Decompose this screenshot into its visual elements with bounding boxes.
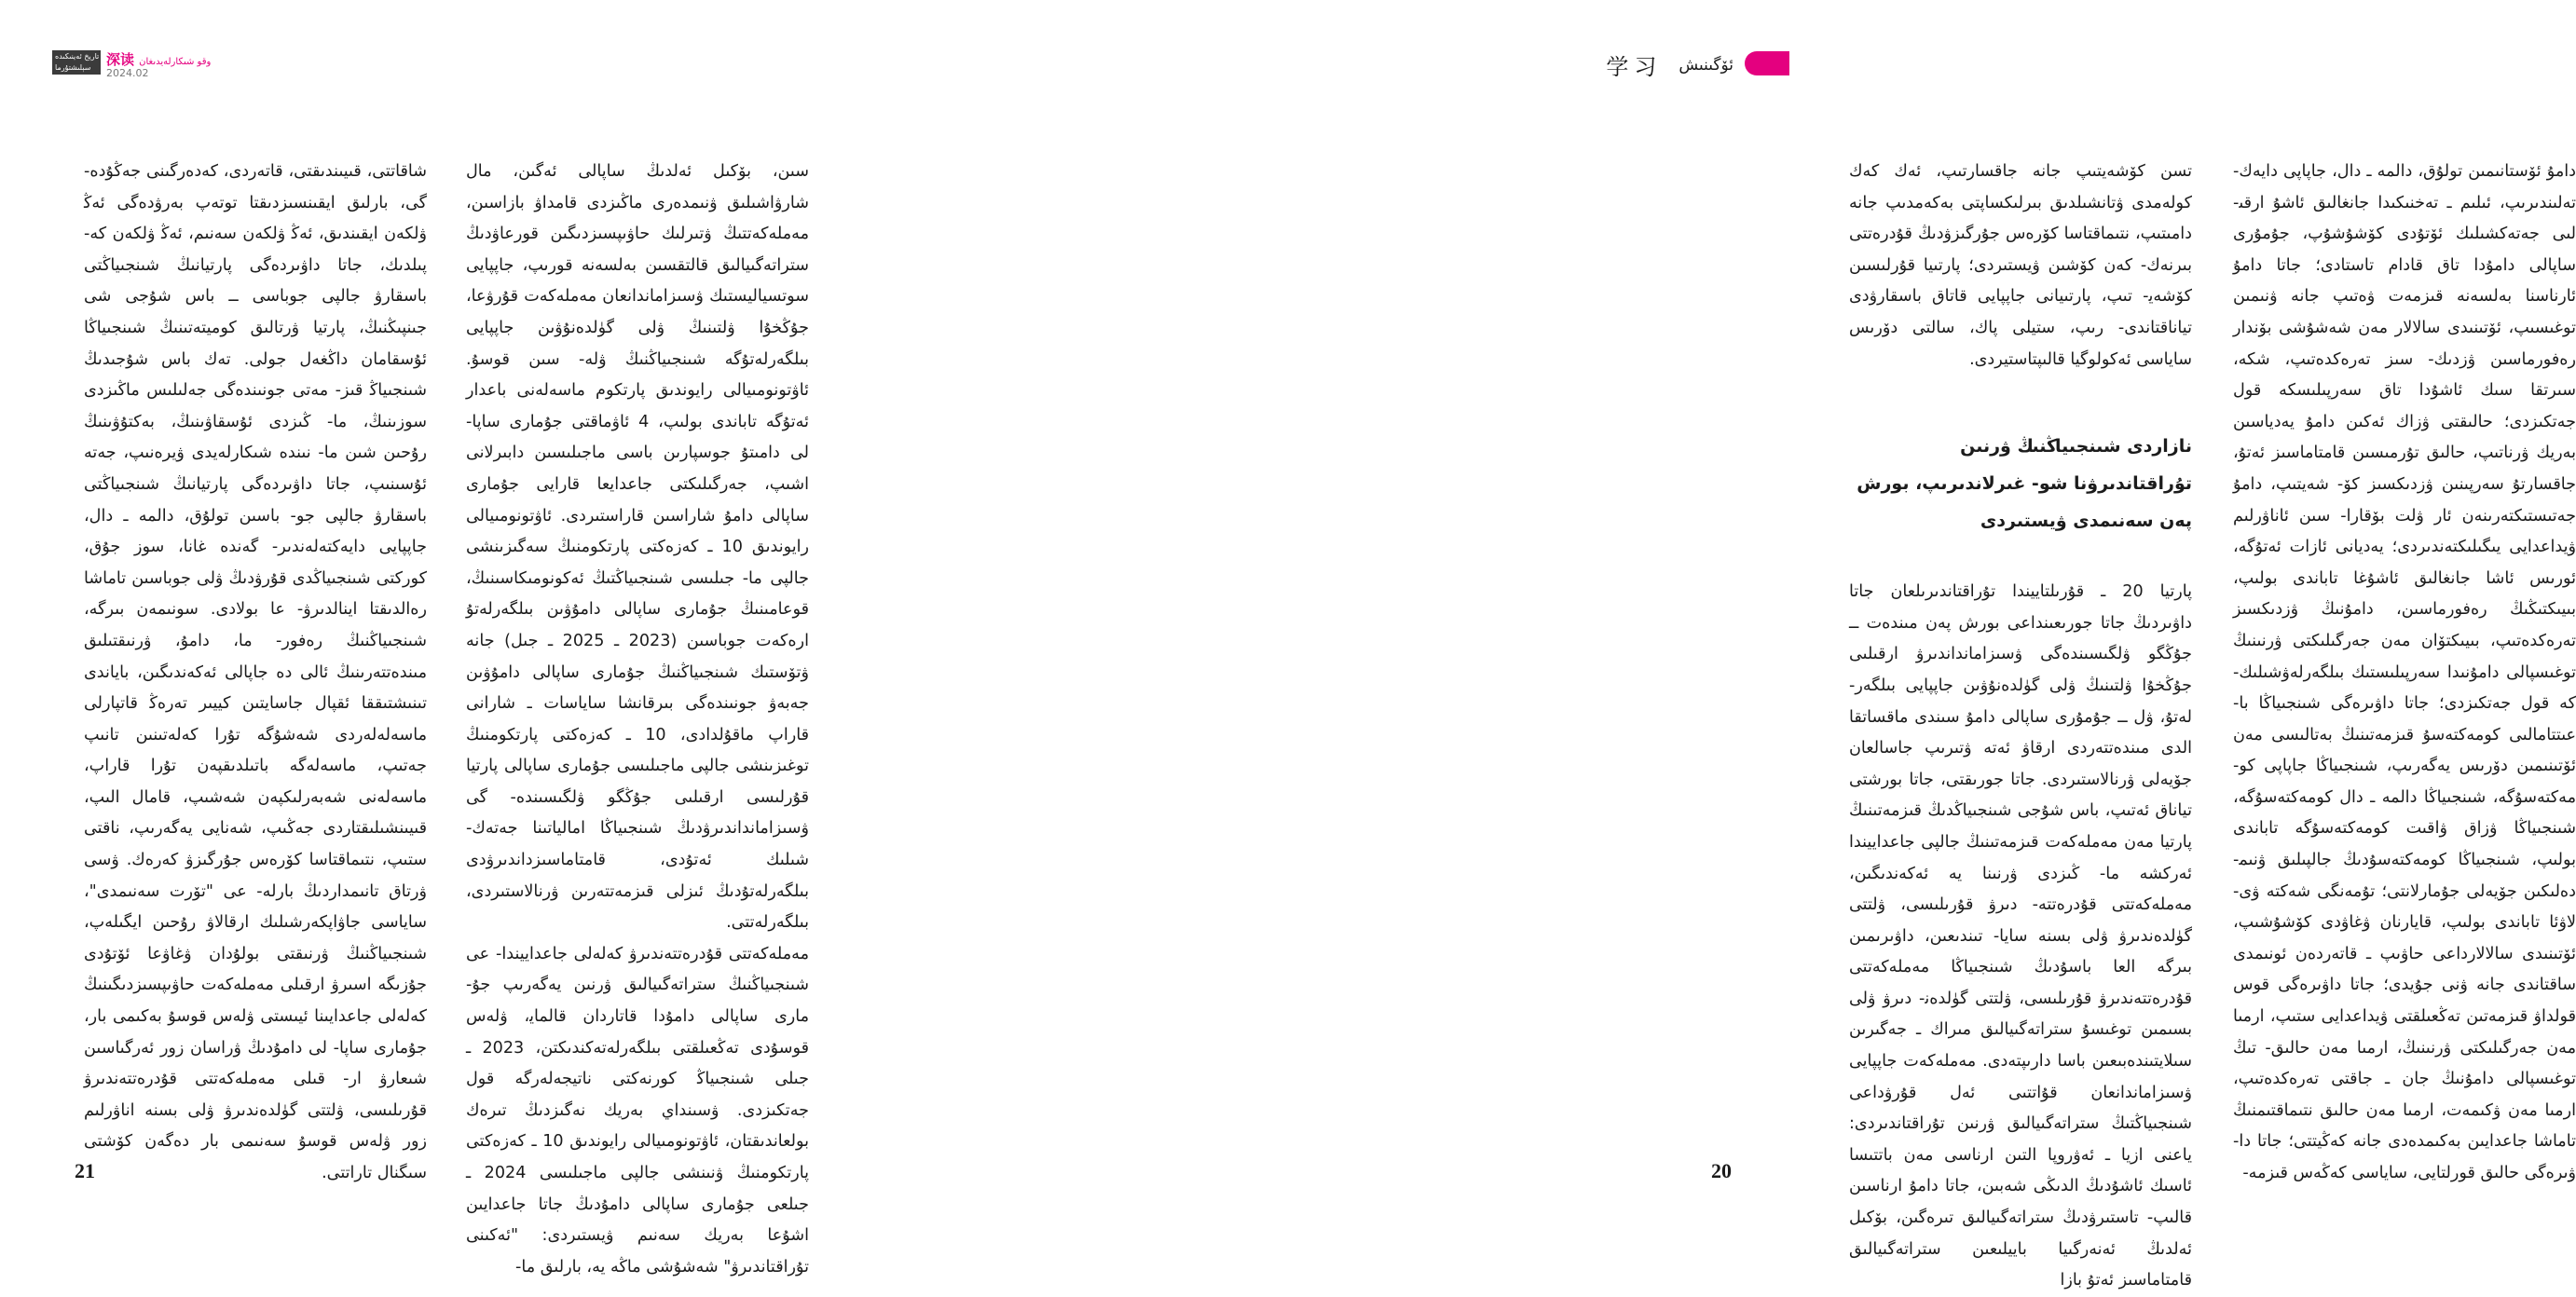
section-header — [1606, 48, 1733, 81]
right-page — [895, 0, 2576, 1290]
paragraph: ﭘﺎﺭﺗﻴﺎ 20 ـ ﻗﯘﺭﯨﻠﺘﺎﻳﻴﻨﺪﺍ ﺗﯘﺭﺍﻗﺘﺎﻧﺪﯨﺮﯨﻠﻌﺎﻥ ﺟﺎﺗﺎ ﺩﺍﯞﯨﺮﺩﯨﯔ ﺟﺎﺗﺎ ﺟﻮﺭﯨﻌﯩﻨﺪﺍﻋﻰ ﺑﻮﺭﺵ ﭘﻪﻥ ﻣﯩﻨﺪﻩﺕ ــ ﺟﯘﯕﮕﻮ ﯞﻟﮕﯩﺴﯩﻨﺪﻩﮔﻰ ﯞﺳﯩﺰﺍﻣﺎﻧﺪﺍﻧﺪﯨﺮﯞ ﺍﺭﻗﯩﻠﯩﻰ ﺟﯘﯕﺨﯘﺍ ﯞﻟﺘﯩﻨﯩﯔ ﯞﻟﻰ ﮔﯜﻟﺪﻩﻧﯘﯞﯨﻦ ﺟﺎﭘﭙﺎﻳﻰ ﺑﯩﻠﮕﻪﺭ- ﻟﻪﺗﯘ، ﯞﻝ ــ ﺟﯘﻣﯘﺭﻯ ﺳﺎﭘﺎﻟﻰ ﺩﺍﻣﯘ ﺳﯩﻨﺪﻯ ﻣﺎﻗﺴﺎﺗﻘﺎ ﺍﻟﺪﻯ ﻣﯩﻨﺪﻩﺗﺘﻪﺭﺩﻯ ﺍﺭﻗﺎﯞ ﺋﻪﺗﻪ ﯞﺗﯩﺮﯨﭗ ﺟﺎﺳﺎﻟﻌﺎﻥ ﺟﯚﻳﻪﻟﻰ ﯞﺭﻧﺎﻟﺎﺳﺘﯩﺮﺩﻯ. ﺟﺎﺗﺎ ﺟﻮﺭﯨﻘﺘﻰ، ﺟﺎﺗﺎ ﺑﻮﺭﺷﺘﻰ ﺗﻴﺎﻧﺎﻕ ﺋﻪﺗﯩﭗ، ﺑﺎﺱ ﺷﯘﺟﻰ ﺷﯩﻨﺠﯩﻴﺎﯕﺪﯨﯔ ﻗﯩﺰﻣﻪﺗﯩﻨﯩﯔ ﭘﺎﺭﺗﻴﺎ ﻣﻪﻥ ﻣﻪﻣﻠﻪﻛﻪﺕ ﻗﯩﺰﻣﻪﺗﯩﻨﯩﯔ ﺟﺎﻟﭙﻰ ﺟﺎﻋﺪﺍﻳﻴﻨﺪﺍ ﺋﻪﺭﻛﺸﻪ ﻣﺎ- ﯕﯩﺰﺩﻯ ﯞﺭﻧﯩﻨﺎ ﻳﻪ ﺋﻪﻛﻪﻧﺪﯨﮕﯩﻦ، ﻣﻪﻣﻠﻪﻛﻪﺗﺘﻰ ﻗﯘﺩﺭﻩﺗﺘﻪ- ﺩﯨﺮﯞ ﻗﯘﺭﯨﻠﯩﺴﻰ، ﯞﻟﺘﺘﻰ ﮔﯜﻟﺪﻩﻧﺪﯨﺮﯞ ﯞﻟﻰ ﺑﺴﻨﻪ ﺳﺎﻳﺎ- ﺗﯩﻨﺪﯨﻌﯩﻦ، ﺩﺍﯞﯨﺮﯨﻤﯩﻦ ﺑﯩﺮﮔﻪ ﺍﻟﻌﺎ ﺑﺎﺳﯘﺩﯨﯔ ﺷﯩﻨﺠﯩﻴﺎﯕﺎ ﻣﻪﻣﻠﻪﻛﻪﺗﺘﻰ ﻗﯘﺩﺭﻩﺗﺘﻪﻧﺪﯨﺮﯞ ﻗﯘﺭﯨﻠﯩﺴﻰ، ﯞﻟﺘﺘﻰ ﮔﯜﻟﺪﻩﻧ- ﺩﯨﺮﯞ ﯞﻟﻰ ﺑﺴﯩﻤﯩﻦ ﺗﻮﻏﯩﺴﯘ ﺳﺘﺮﺍﺗﻪﮔﯩﻴﺎﻟﯩﻖ ﻣﯩﺮﺍﻙ ـ ﺟﻪﮔﯩﺮﯨﻦ ﺳﯩﻠﺎﻳﺘﯩﻨﺪﻩﺑﯩﻌﯩﻦ ﺑﺎﺳﺎ ﺩﺍﺭﯨﭙﺘﻪﺩﻯ. ﻣﻪﻣﻠﻪﻛﻪﺕ ﺟﺎﭘﭙﺎﻳﻰ ﯞﺳﯩﺰﺍﻣﺎﻧﺪﺍﻧﻌﺎﻥ ﻗﯘﺍﺗﺘﯩﻰ ﺋﻪﻝ ﻗﯘﺭﯞﺩﺍﻋﻰ ﺷﯩﻨﺠﯩﻴﺎﯕﺘﯩﯔ ﺳﺘﺮﺍﺗﻪﮔﯩﻴﺎﻟﯩﻖ ﯞﺭﻧﯩﻦ ﺗﯘﺭﺍﻗﺘﺎﻧﺪﯨﺮﺩﻯ: ﻳﺎﻋﻨﻰ ﺍﺯﻳﺎ ـ ﺋﻪﯞﺭﻭﭘﺎ ﺍﻟﺘﯩﻦ ﺍﺭﻧﺎﺳﻰ ﻣﻪﻥ ﺑﺎﺗﺘﯩﺴﺎ ﺋﺎﺳﯩﻚ ﺋﺎﺷﯘﺩﯨﯔ ﺍﻟﺪﯨﯖﻰ ﺷﻪﺑﯩﻦ، ﺟﺎﺗﺎ ﺩﺍﻣﯘ ﺍﺭﻧﺎﺳﯩﻦ ﻗﺎﻟﯩﭗ- ﺗﺎﺳﺘﯩﺮﯞﺩﯨﯔ ﺳﺘﺮﺍﺗﻪﮔﯩﻴﺎﻟﯩﻖ ﺗﯩﺮﻩﮔﯩﻦ، ﺑﯚﻛﯩﻞ ﺋﻪﻟﺪﯨﯔ ﺋﻪﻧﻪﺭﮔﯩﻴﺎ ﺑﺎﻳﻴﻠﯩﻌﯩﻦ ﺳﺘﺮﺍﺗﻪﮔﯩﻴﺎﻟﯩﻖ ﻗﺎﻣﺘﺎﻣﺎﺳﯩﺰ ﺋﻪﺗﯘ ﺑﺎﺯﺍ — [1849, 582, 2192, 1290]
brand-ug: ﻭﻗﻮ ﺷﯩﻜﺎﺭﻟﻪﻳﺪﯨﻐﺎﻥ — [139, 57, 212, 67]
left-page — [0, 0, 895, 1277]
paragraph: ﺗﺴﻦ ﻛﯚﺷﻪﻳﺘﯩﭗ ﺟﺎﻧﻪ ﺟﺎﻗﺴﺎﺭﺗﯩﭗ، ﺋﻪﻙ ﻛﻪﻙ ﻛﻮﻟﻪﻣﺪﻯ ﯞﺗﺎﻧﺸﯩﻠﺪﯨﻖ ﺑﯩﺮﻟﯩﻜﺴﺎﭘﺘﻰ ﺑﻪﻛﻪﻣﺪﯨﭗ ﺟﺎﻧﻪ ﺩﺍﻣﯩﺘﯩﭗ، ﻧﺘﯩﻤﺎﻗﺘﺎﺳﺎ ﻛﯚﺭﻩﺱ ﺟﯘﺭﮔﯩﺰﯞﺩﯨﯔ ﻗﯘﺩﺭﻩﺗﺘﻰ ﺑﯩﺮﻧﻪﻙ- ﻛﻪﻥ ﻛﯚﺷﯩﻦ ﯞﻳﺴﺘﯩﺮﺩﻯ؛ ﭘﺎﺭﺗﯩﻴﺎ ﻗﯘﺭﻟﯩﺴﯩﻦ ﻛﯚﺷﻪﻳ- ﺗﯩﭗ، ﭘﺎﺭﺗﯩﻴﺎﻧﻰ ﺟﺎﭘﭙﺎﻳﻰ ﻗﺎﺗﺎﻕ ﺑﺎﺳﻘﺎﺭﯞﺩﻯ ﺗﻴﺎﻧﺎﻗﺘﺎﻧﺪﻯ- ﺭﯨﭗ، ﺳﺘﻴﻠﻰ ﭘﺎﻙ، ﺳﺎﻟﺘﻰ ﺩﯙﺭﯨﺲ ﺳﺎﻳﺎﺳﻰ ﺋﻪﻛﻮﻟﻮﮔﻴﺎ ﻗﺎﻟﯩﭙﺘﺎﺳﺘﻴﺮﺩﻯ. — [1849, 162, 2192, 369]
paragraph: ﺷﺎﻗﺎﺗﺘﻰ، ﻗﯩﻴﯩﻨﺪﯨﻘﺘﻰ، ﻗﺎﺗﻪﺭﺩﻯ، ﻛﻪﺩﻩﺭﮔﯩﻨﻰ ﺟﻪﯕﯘﺩﻩ- ﮔﻰ، ﺑﺎﺭﻟﯩﻖ ﺍﻳﻘﯩﻨﺴﯩﺰﺩﯨﻘﺘﺎ ﺗﻮﺗﻪﭖ ﺑﻪﺭﯞﺩﻩﮔﻰ ﺋﻪﯕ ﯞﻟﻜﻪﻥ ﺍﻳﻘﯩﻨﺪﯨﻖ، ﺋﻪﯕ ﯞﻟﻜﻪﻥ ﺳﻪﻧﯩﻢ، ﺋﻪﯕ ﯞﻟﻜﻪﻥ ﻛﻪ- ﭘﯩﻠﺪﯨﻚ، ﺟﺎﺗﺎ ﺩﺍﯞﯨﺮﺩﻩﮔﻰ ﭘﺎﺭﺗﻴﺎﻧﯩﯔ ﺷﯩﻨﺠﯩﻴﺎﯕﺘﻰ ﺑﺎﺳﻘﺎﺭﯞ ﺟﺎﻟﭙﻰ ﺟﻮﺑﺎﺳﻰ ــ ﺑﺎﺱ ﺷﯘﺟﻰ ﺷﻰ ﺟﯩﻨﭙﯩﯖﻨﯩﯔ، ﭘﺎﺭﺗﻴﺎ ﯞﺭﺗﺎﻟﯩﻖ ﻛﻮﻣﻴﺘﻪﺗﯩﻨﯩﯔ ﺷﯩﻨﺠﯩﻴﺎﯕﺎ ﺋﯘﺳﻘﺎﻣﺎﻥ ﺩﺍﯕﻐﻪﻝ ﺟﻮﻟﻰ. ﺗﻪﻙ ﺑﺎﺱ ﺷﯘﺟﯩﺪﯨﯔ ﺷﯩﻨﺠﯩﻴﺎﯕ ﻗﯩﺰ- ﻣﻪﺗﻰ ﺟﻮﻧﯩﻨﺪﻩﮔﻰ ﺟﻪﻟﯩﻠﯩﺲ ﻣﺎﯕﯩﺰﺩﻯ ﺳﻮﺯﯨﻨﯩﯔ، ﻣﺎ- ﯕﯩﺰﺩﻯ ﺋﯘﺳﻘﺎﯞﯨﻨﯩﯔ، ﺑﻪﻛﺘﯘﯞﯨﻨﯩﯔ ﺭﯗﺣﯩﻦ ﺷﯩﻦ ﻣﺎ- ﻧﯩﻨﺪﻩ ﺷﯩﻜﺎﺭﻟﻪﻳﺪﻯ ﯞﻳﺮﻩﻧﯩﭗ، ﺟﻪﺗﻪ ﺋﯘﺳﯩﻨﯩﭗ، ﺟﺎﺗﺎ ﺩﺍﯞﯨﺮﺩﻩﮔﻰ ﭘﺎﺭﺗﻴﺎﻧﯩﯔ ﺷﯩﻨﺠﯩﻴﺎﯕﺘﻰ ﺑﺎﺳﻘﺎﺭﯞ ﺟﺎﻟﭙﻰ ﺟﻮ- ﺑﺎﺳﯩﻦ ﺗﻮﻟﯘﻕ، ﺩﺍﻟﻤﻪ ـ ﺩﺍﻝ، ﺟﺎﭘﭙﺎﻳﻰ ﺩﺍﻳﻪﻛﺘﻪﻟﻪﻧﺪﯨﺮ- ﮔﻪﻧﺪﻩ ﻏﺎﻧﺎ، ﺳﻮﺯ ﺟﯘﻕ، ﻛﻮﺭﻛﺘﻰ ﺷﯩﻨﺠﯩﻴﺎﯕﺪﻯ ﻗﯘﺭﯞﺩﯨﯔ ﯞﻟﻰ ﺟﻮﺑﺎﺳﯩﻦ ﺗﺎﻣﺎﺷﺎ ﺭﻩﺍﻟﺪﯨﻘﺘﺎ ﺍﻳﻨﺎﻟﺪﯨﺮﯞ- ﻋﺎ ﺑﻮﻟﺎﺩﻯ. ﺳﻮﻧﯩﻤﻪﻥ ﺑﯩﺮﮔﻪ، ﺷﯩﻨﺠﯩﻴﺎﯕﻨﯩﯔ ﺭﻩﻓﻮﺭ- ﻣﺎ، ﺩﺍﻣﯘ، ﯞﺭﻧﯩﻘﺘﯩﻠﯩﻖ ﻣﯩﻨﺪﻩﺗﺘﻪﺭﯨﻨﯩﯔ ﺋﺎﻟﻰ ﺩﻩ ﺟﺎﭘﺎﻟﻰ ﺋﻪﻛﻪﻧﺪﯨﮕﯩﻦ، ﺑﺎﻳﺎﻧﺪﻯ ﺗﯩﻨﯩﺸﺘﯩﻘﻘﺎ ﺋﻘﭙﺎﻝ ﺟﺎﺳﺎﻳﺘﯩﻦ ﻛﻴﻴﯩﺮ ﺗﻪﺭﻩﯕ ﻗﺎﺗﭙﺎﺭﻟﻰ ﻣﺎﺳﻪﻟﻪﻟﻪﺭﺩﻯ ﺷﻪﺷﯘﮔﻪ ﺗﯘﺭﺍ ﻛﻪﻟﻪﺗﯩﻨﯩﻦ ﺗﺎﻧﯩﭗ ﺟﻪﺗﯩﭗ، ﻣﺎﺳﻪﻟﻪﮔﻪ ﺑﺎﺗﯩﻠﺪﯨﻘﭙﻪﻥ ﺗﯘﺭﺍ ﻗﺎﺭﺍﭖ، ﻣﺎﺳﻪﻟﻪﻧﻰ ﺷﻪﺑﻪﺭﻟﯩﻜﭙﻪﻥ ﺷﻪﺷﯩﭗ، ﻗﺎﻣﺎﻝ ﺍﻟﯩﭗ، ﻗﯩﻴﯩﻨﺸﯩﻠﯩﻘﺘﺎﺭﺩﻯ ﺟﻪﯕﯩﭗ، ﺷﻪﻧﺎﻳﻰ ﻳﻪﮔﻪﺭﯨﭗ، ﻧﺎﻗﺘﻰ ﺳﺘﯩﭗ، ﻧﺘﯩﻤﺎﻗﺘﺎﺳﺎ ﻛﯚﺭﻩﺱ ﺟﯘﺭﮔﯩﺰﯞ ﻛﻪﺭﻩﻙ. ﯞﺳﻰ ﯞﺭﺗﺎﻕ ﺗﺎﻧﯩﻤﺪﺍﺭﺩﯨﯔ ﺑﺎﺭﻟﻪ- ﻋﻰ "ﺗﯚﺭﺕ ﺳﻪﻧﯩﻤﺪﻯ"، ﺳﺎﻳﺎﺳﻰ ﺟﺎﯞﺍﭘﻜﻪﺭﺷﯩﻠﯩﻚ ﺍﺭﻗﺎﻟﺎﯞ ﺭﯗﺣﯩﻦ ﺍﻳﮕﯩﻠﻪﭖ، ﺷﯩﻨﺠﯩﻴﺎﯕﻨﯩﯔ ﯞﺭﻧﯩﻘﺘﻰ ﺑﻮﻟﯘﺩﺍﻥ ﯞﻏﺎﯞﻋﺎ ﺋﯚﺗﯘﺩﻯ ﺟﯘﺯﯨﮕﻪ ﺍﺳﯩﺮﯞ ﺍﺭﻗﯩﻠﻰ ﻣﻪﻣﻠﻪﻛﻪﺕ ﺣﺎﯞﯨﭙﺴﯩﺰﺩﯨﮕﯩﻨﯩﯔ ﻛﻪﻟﻪﻟﻰ ﺟﺎﻋﺪﺍﻳﯩﻨﺎ ﺋﻴﯩﺴﺘﻰ ﯞﻟﻪﺱ ﻗﻮﺳﯘ ﺑﻪﻛﯩﻤﻰ ﺑﺎﺭ، ﺟﯘﻣﺎﺭﻯ ﺳﺎﭘﺎ- ﻟﻰ ﺩﺍﻣﯘﺩﯨﯔ ﯞﺭﺍﺳﺎﻥ ﺯﻭﺭ ﺋﻪﺭﮔﯩﺎﺳﯩﻦ ﺷﯩﻌﺎﺭﯞ ﺍﺭ- ﻗﯩﻠﻰ ﻣﻪﻣﻠﻪﻛﻪﺗﺘﻰ ﻗﯘﺩﺭﻩﺗﺘﻪﻧﺪﯨﺮﯞ ﻗﯘﺭﯨﻠﯩﺴﻰ، ﯞﻟﺘﺘﻰ ﮔﯜﻟﺪﻩﻧﺪﯨﺮﯞ ﯞﻟﻰ ﺑﺴﻨﻪ ﺍﻧﺎﯞﺭﻟﯩﻢ ﺯﻭﺭ ﯞﻟﻪﺱ ﻗﻮﺳﯘ ﺳﻪﻧﯩﻤﻰ ﺑﺎﺭ ﺩﻩﮔﻪﻥ ﻛﯚﺷﺘﻰ ﺳﯩﮕﻨﺎﻝ ﺗﺎﺭﺍﺗﺘﻰ. — [84, 162, 427, 1182]
magazine-brand-block — [106, 50, 211, 79]
magazine-header — [52, 50, 211, 79]
section-title-ug: ﺋﯚﮔﯩﻨﯩﺶ — [1679, 55, 1733, 75]
issue-date: 2024.02 — [106, 67, 149, 79]
logo-line-1: ﺗﺎﺭﻳﺦ ﺋﻪﻳﻨﯩﻜﯩﺪﻩ — [55, 52, 100, 61]
column-3 — [1849, 157, 2192, 1297]
paragraph: ﺳﯩﻦ، ﺑﯚﻛﯩﻞ ﺋﻪﻟﺪﯨﯔ ﺳﺎﭘﺎﻟﻰ ﺋﻪﮔﯩﻦ، ﻣﺎﻝ ﺷﺎﺭﯞﺍﺷﯩﻠﯩﻖ ﯞﻧﯩﻤﺪﻩﺭﻯ ﻣﺎﯕﯩﺰﺩﻯ ﻗﺎﻣﺪﺍﯞ ﺑﺎﺯﺍﺳﯩﻦ، ﻣﻪﻣﻠﻪﻛﻪﺗﺘﯩﯔ ﯞﺗﯩﺮﻟﯩﻚ ﺣﺎﯞﯨﭙﺴﯩﺰﺩﯨﮕﯩﻦ ﻗﻮﺭﻋﺎﯞﺩﯨﯔ ﺳﺘﺮﺍﺗﻪﮔﯩﻴﺎﻟﯩﻖ ﻗﺎﻟﺘﻘﺴﯩﻦ ﺑﻪﻟﺴﻪﻧﻪ ﻗﻮﺭﯨﭗ، ﺟﺎﭘﭙﺎﻳﻰ ﺳﻮﺗﺴﻴﺎﻟﻴﺴﺘﯩﻚ ﯞﺳﯩﺰﺍﻣﺎﻧﺪﺍﻧﻌﺎﻥ ﻣﻪﻣﻠﻪﻛﻪﺕ ﻗﯘﺭﯞﻋﺎ، ﺟﯘﯕﺨﯘﺍ ﯞﻟﺘﯩﻨﯩﯔ ﯞﻟﻰ ﮔﯜﻟﺪﻩﻧﯘﯞﯨﻦ ﺟﺎﭘﭙﺎﻳﻰ ﺑﯩﻠﮕﻪﺭﻟﻪﺗﯘﮔﻪ ﺷﯩﻨﺠﯩﻴﺎﯕﻨﯩﯔ ﯞﻟﻪ- ﺳﯩﻦ ﻗﻮﺳﯘ. ﺋﺎﯞﺗﻮﻧﻮﻣﯩﻴﺎﻟﻰ ﺭﺍﻳﻮﻧﺪﯨﻖ ﭘﺎﺭﺗﻜﻮﻡ ﻣﺎﺳﻪﻟﻪﻧﻰ ﺑﺎﻋﺪﺍﺭ ﺋﻪﺗﯘﮔﻪ ﺗﺎﺑﺎﻧﺪﻯ ﺑﻮﻟﯩﭗ، 4 ﺋﺎﯞﻣﺎﻗﺘﻰ ﺟﯘﻣﺎﺭﻯ ﺳﺎﭘﺎ- ﻟﻰ ﺩﺍﻣﯩﺘﯘ ﺟﻮﺳﭙﺎﺭﯨﻦ ﺑﺎﺳﻰ ﻣﺎﺟﯩﻠﯩﺴﯩﻦ ﺩﺍﺑﯩﺮﻟﺎﻧﻰ ﺍﺷﯩﭗ، ﺟﻪﺭﮔﯩﻠﯩﻜﺘﻰ ﺟﺎﻋﺪﺍﻳﻌﺎ ﻗﺎﺭﺍﻳﻰ ﺟﯘﻣﺎﺭﻯ ﺳﺎﭘﺎﻟﻰ ﺩﺍﻣﯘ ﺷﺎﺭﺍﺳﯩﻦ ﻗﺎﺭﺍﺳﺘﯩﺮﺩﻯ. ﺋﺎﯞﺗﻮﻧﻮﻣﯩﻴﺎﻟﻰ ﺭﺍﻳﻮﻧﺪﯨﻖ 10 ـ ﻛﻪﺯﻩﻛﺘﻰ ﭘﺎﺭﺗﻜﻮﻣﻨﯩﯔ ﺳﻪﮔﯩﺰﯨﻨﺸﻰ ﺟﺎﻟﭙﻰ ﻣﺎ- ﺟﯩﻠﯩﺴﻰ ﺷﯩﻨﺠﯩﻴﺎﯕﺘﯩﯔ ﺋﻪﻛﻮﻧﻮﻣﯩﻜﺎﺳﯩﻨﯩﯔ، ﻗﻮﻋﺎﻣﯩﻨﯩﯔ ﺟﯘﻣﺎﺭﻯ ﺳﺎﭘﺎﻟﻰ ﺩﺍﻣﯘﯞﯨﻦ ﺑﯩﻠﮕﻪﺭﻟﻪﺗﯘ ﺍﺭﻩﻛﻪﺕ ﺟﻮﺑﺎﺳﯩﻦ (2023 ـ 2025 ـ ﺟﯩﻞ) ﺟﺎﻧﻪ ﯞﺗﯚﺳﺘﯩﻚ ﺷﯩﻨﺠﯩﻴﺎﯕﻨﯩﯔ ﺟﯘﻣﺎﺭﻯ ﺳﺎﭘﺎﻟﻰ ﺩﺍﻣﯘﯞﯨﻦ ﺟﻪﺑﻪﯞ ﺟﻮﻧﯩﻨﺪﻩﮔﻰ ﺑﯩﺮﻗﺎﻧﺸﺎ ﺳﺎﻳﺎﺳﺎﺕ ـ ﺷﺎﺭﺍﻧﻰ ﻗﺎﺭﺍﭖ ﻣﺎﻗﯘﻟﺪﺍﺩﻯ، 10 ـ ﻛﻪﺯﻩﻛﺘﻰ ﭘﺎﺭﺗﻜﻮﻣﻨﯩﯔ ﺗﻮﻏﯩﺰﯨﻨﺸﻰ ﺟﺎﻟﭙﻰ ﻣﺎﺟﯩﻠﯩﺴﻰ ﺟﯘﻣﺎﺭﻯ ﺳﺎﭘﺎﻟﻰ ﭘﺎﺭﺗﻴﺎ ﻗﯘﺭﻟﯩﺴﻰ ﺍﺭﻗﯩﻠﯩﻰ ﺟﯘﯕﮕﻮ ﯞﻟﮕﯩﺴﯩﻨﺪﻩ- ﮔﻰ ﯞﺳﯩﺰﺍﻣﺎﻧﺪﺍﻧﺪﯨﺮﯞﺩﯨﯔ ﺷﯩﻨﺠﯩﻴﺎﯕﺎ ﺍﻣﺎﻟﻴﺎﺗﯩﻨﺎ ﺟﻪﺗﻪﻙ- ﺷﯩﻠﯩﻚ ﺋﻪﺗﯘﺩﻯ، ﻗﺎﻣﺘﺎﻣﺎﺳﯩﺰﺩﺍﻧﺪﯨﺮﯞﺩﻯ ﺑﯩﻠﮕﻪﺭﻟﻪﺗﯘﺩﯨﯔ ﺋﯩﺰﻟﻰ ﻗﯩﺰﻣﻪﺗﺘﻪﺭﯨﻦ ﯞﺭﻧﺎﻟﺎﺳﺘﯩﺮﺩﻯ، ﺑﯩﻠﮕﻪﺭﻟﻪﺗﺘﻰ. — [466, 162, 810, 933]
page-number-left: 21 — [75, 1159, 95, 1182]
subheading: ﻧﺎﺯﺍﺭﺩﻯ ﺷﯩﻨﺠﯩﻴﺎﯕﻨﯩﯔ ﯞﺭﻧﯩﻦ ﺗﯘﺭﺍﻗﺘﺎﻧﺪﯨﺮﯞﻧﺎ ﺷﻮ- ﻏﯩﺮﻟﺎﻧﺪﯨﺮﯨﭗ، ﺑﻮﺭﺵ ﭘﻪﻥ ﺳﻪﻧﯩﻤﺪﻯ ﯞﻳﺴﺘﯩﺮﺩﻯ — [1857, 436, 2192, 532]
paragraph: ﻣﻪﻣﻠﻪﻛﻪﺗﺘﻰ ﻗﯘﺩﺭﻩﺗﺘﻪﻧﺪﯨﺮﯞ ﻛﻪﻟﻪﻟﻰ ﺟﺎﻋﺪﺍﻳﻴﻨﺪﺍ- ﻋﻰ ﺷﯩﻨﺠﯩﻴﺎﯕﻨﯩﯔ ﺳﺘﺮﺍﺗﻪﮔﯩﻴﺎﻟﯩﻖ ﯞﺭﻧﯩﻦ ﻳﻪﮔﻪﺭﯨﭗ ﺟﯘ- ﻣﺎﺭﻯ ﺳﺎﭘﺎﻟﻰ ﺩﺍﻣﯘﺩﺍ ﻗﺎﺗﺎﺭﺩﺍﻥ ﻗﺎﻟﻤﺎﻳ، ﯞﻟﻪﺱ ﻗﻮﺳﯘﺩﻯ ﺗﻪﯕﻌﯩﻠﻘﺘﻰ ﺑﯩﻠﮕﻪﺭﻟﻪﺗﻪﻛﻨﺪﯨﻜﺘﻦ، 2023 ـ ﺟﯩﻠﻰ ﺷﯩﻨﺠﯩﻴﺎﯕ ﻛﻮﺭﻧﻪﻛﺘﻰ ﻧﺎﺗﻴﺠﻪﻟﻪﺭﮔﻪ ﻗﻮﻝ ﺟﻪﺗﻜﯩﺰﺩﻯ. ﯞﺳﯩﻨﺪﺍﻱ ﺑﻪﺭﻳﻚ ﻧﻪﮔﯩﺰﺩﯨﯔ ﺗﯩﺮﻩﻙ ﺑﻮﻟﻌﺎﻧﺪﯨﻘﺘﺎﻥ، ﺋﺎﯞﺗﻮﻧﻮﻣﯩﻴﺎﻟﻰ ﺭﺍﻳﻮﻧﺪﯨﻖ 10 ـ ﻛﻪﺯﻩﻛﺘﻰ ﭘﺎﺭﺗﻜﻮﻣﻨﯩﯔ ﯞﻧﯩﻨﺸﻰ ﺟﺎﻟﭙﻰ ﻣﺎﺟﯩﻠﯩﺴﻰ 2024 ـ ﺟﯩﻠﻌﻰ ﺟﯘﻣﺎﺭﻯ ﺳﺎﭘﺎﻟﻰ ﺩﺍﻣﯘﺩﯨﯔ ﺟﺎﺗﺎ ﺟﺎﻋﺪﺍﻳﯩﻦ ﺍﺷﯘﻋﺎ ﺑﻪﺭﻳﻚ ﺳﻪﻧﯩﻢ ﯞﻳﺴﺘﯩﺮﺩﻯ: "ﺋﻪﻛﯩﻨﻰ ﺗﯘﺭﺍﻗﺘﺎﻧﺪﯨﺮﯞ" ﺷﻪﺷﯘﺷﻰ ﻣﺎﯕﻪ ﻳﻪ، ﺑﺎﺭﻟﯩﻖ ﻣﺎ- — [466, 944, 810, 1277]
logo-line-2: ﺳﯧﻠﯩﺸﺘﯘﺭﻣﺎ — [55, 63, 91, 72]
page-number-right: 20 — [1711, 1159, 1732, 1182]
column-1 — [84, 157, 427, 1190]
paragraph: ﺩﺍﻣﯘ ﺋﯚﺳﺘﺎﻧﯩﻤﯩﻦ ﺗﻮﻟﯘﻕ، ﺩﺍﻟﻤﻪ ـ ﺩﺍﻝ، ﺟﺎﭘﺎﭘﻰ ﺩﺍﻳﻪﻙ- ﺗﻪﻟﯩﻨﺪﯨﺮﯨﭗ، ﺋﯩﻠﯩﻢ ـ ﺗﻪﺧﻨﯩﻜﯩﺪﺍ ﺟﺎﻧﻐﺎﻟﯩﻖ ﺋﺎﺷﯘ ﺍﺭﻗﯩ- ﻟﯩﻰ ﺟﻪﺗﻪﻛﺸﯩﻠﯩﻚ ﺋﯚﺗﯘﺩﻯ ﻛﯚﺷﯘﺷﯘﭖ، ﺟﯘﻣﯘﺭﻯ ﺳﺎﭘﺎﻟﻰ ﺩﺍﻣﯘﺩﺍ ﺗﺎﻕ ﻗﺎﺩﺍﻡ ﺗﺎﺳﺘﺎﺩﻯ؛ ﺟﺎﺗﺎ ﺩﺍﻣﯘ ﺋﺎﺭﻧﺎﺳﻨﺎ ﺑﻪﻟﺴﻪﻧﻪ ﻗﯩﺰﻣﻪﺕ ﯞﻩﺗﯩﭗ ﺟﺎﻧﻪ ﯞﻧﯩﻤﯩﻦ ﺗﻮﻏﯩﺴﯩﭗ، ﺋﯚﺗﯩﻨﯩﺪﻯ ﺳﺎﻟﺎﻻﺭ ﻣﻪﻥ ﺷﻪﺷﯘﺷﻰ ﺑﯚﻧﺪﺍﺭ ﺭﻩﻓﻮﺭﻣﺎﺳﯩﻦ ﯞﺯﺩﯨﻚ- ﺳﯩﺰ ﺗﻪﺭﻩﻛﺪﻩﺗﯩﭗ، ﺷﻜﻪ، ﺳﯩﺮﺗﻘﺎ ﺳﯩﻚ ﺋﺎﺷﯘﺩﺍ ﺗﺎﻕ ﺳﻪﺭﭘﯩﻠﯩﺴﻜﻪ ﻗﻮﻝ ﺟﻪﺗﻜﯩﺰﺩﻯ؛ ﺣﺎﻟﯩﻘﺘﻰ ﯞﺯﺍﻙ ﺋﻪﻛﯩﻦ ﺩﺍﻣﯘ ﻳﻪﺩﻳﺎﺳﯩﻦ ﺑﻪﺭﻳﻚ ﯞﺭﻧﺎﺗﯩﭗ، ﺣﺎﻟﯩﻖ ﺗﯘﺭﻣﯩﺴﯩﻦ ﻗﺎﻣﺘﺎﻣﺎﺳﯩﺰ ﺋﻪﺗﯘ، ﺟﺎﻗﺴﺎﺭﺗﯘ ﺳﻪﺭﭘﯩﻨﯩﻦ ﯞﺯﺩﯨﻜﺴﯩﺰ ﻛﯚ- ﺷﻪﻳﺘﯩﭗ، ﺩﺍﻣﯘ ﺟﻪﺗﯩﺴﺘﯩﻜﺘﻪﺭﯨﻨﻪﻥ ﺋﺎﺭ ﯞﻟﺖ ﺑﯚﻗﺎﺭﺍ- ﺳﯩﻦ ﺋﺎﻧﺎﯞﺭﻟﯩﻢ ﯞﻳﺪﺍﻋﺪﺍﻳﻰ ﻳﯩﮕﯩﻠﯩﻜﺘﻪﻧﺪﯨﺮﺩﻯ؛ ﻳﻪﺩﻳﺎﻧﻰ ﺋﺎﺯﺍﺕ ﺋﻪﺗﯘﮔﻪ، ﺋﻮﺭﯨﺲ ﺋﺎﺷﺎ ﺟﺎﻧﻐﺎﻟﯩﻖ ﺋﺎﺷﯘﻏﺎ ﺗﺎﺑﺎﻧﺪﻯ ﺑﻮﻟﯩﭗ، ﺑﯩﻴﯩﻜﺘﯩﯖﯩﯔ ﺭﻩﻓﻮﺭﻣﺎﺳﯩﻦ، ﺩﺍﻣﯘﻧﯩﯔ ﯞﺯﺩﯨﻜﺴﯩﺰ ﺗﻪﺭﻩﻛﺪﻩﺗﯩﭗ، ﺑﯩﻴﯩﻜﺘﯚﺍﻥ ﻣﻪﻥ ﺟﻪﺭﮔﯩﻠﯩﻜﺘﻰ ﯞﺭﻧﯩﻨﯩﯔ ﺗﻮﻏﯩﺴﭙﺎﻟﻰ ﺩﺍﻣﯘﻧﯩﺪﺍ ﺳﻪﺭﭘﯩﻠﯩﺴﺘﯩﻚ ﺑﯩﻠﮕﻪﺭﻟﻪﯞﺷﯩﻠﯩﻚ- ﻛﻪ ﻗﻮﻝ ﺟﻪﺗﻜﯩﺰﺩﻯ؛ ﺟﺎﺗﺎ ﺩﺍﯞﯨﺮﻩﮔﻰ ﺷﯩﻨﺠﯩﻴﺎﯕﺎ ﺑﺎ- ﻋﯩﺘﺘﺎﻣﺎﻟﯩﻰ ﻛﻮﻣﻪﻛﺘﻪﺳﯘ ﻗﯩﺰﻣﻪﺗﯩﻨﯩﯔ ﺑﻪﺗﺎﻟﯩﺴﻰ ﻣﻪﻥ ﺋﯚﺗﯩﻨﯩﻤﯩﻦ ﺩﯙﺭﯨﺲ ﻳﻪﮔﻪﺭﯨﭗ، ﺷﯩﻨﺠﯩﻴﺎﯕﺎ ﺟﺎﭘﺎﭘﻰ ﻛﻮ- ﻣﻪﻛﺘﻪﺳﯘﮔﻪ، ﺷﯩﻨﺠﯩﻴﺎﯕﺎ ﺩﺍﻟﻤﻪ ـ ﺩﺍﻝ ﻛﻮﻣﻪﻛﺘﻪﺳﯘﮔﻪ، ﺷﯩﻨﺠﯩﻴﺎﯕﺎ ﯞﺯﺍﻕ ﯞﺍﻗﯩﺖ ﻛﻮﻣﻪﻛﺘﻪﺳﯘﮔﻪ ﺗﺎﺑﺎﻧﺪﻯ ﺑﻮﻟﯩﭗ، ﺷﯩﻨﺠﯩﻴﺎﯕﺎ ﻛﻮﻣﻪﻛﺘﻪﺳﯘﺩﯨﯔ ﺟﺎﻟﭙﯩﻠﯩﻖ ﯞﻧﯩﻤ- ﺩﻩﻟﯩﻜﯩﻦ ﺟﯚﻳﻪﻟﻰ ﺟﯘﻣﺎﺭﻟﺎﻧﺘﻰ؛ ﺗﯘﻣﻪﻧﮕﻰ ﺷﻪﻛﺘﻪ ﯞﻯ- ﻟﺎﯞﺋﺎ ﺗﺎﺑﺎﻧﺪﻯ ﺑﻮﻟﯩﭗ، ﻗﺎﻳﺎﺭﻧﺎﻥ ﯞﻏﺎﯞﺩﻯ ﻛﯚﺷﯘﺷﯩﭗ، ﺋﯚﺗﯩﻨﯩﺪﻯ ﺳﺎﻟﺎﻻﺭﺩﺍﻋﻰ ﺣﺎﯞﯨﭗ ـ ﻗﺎﺗﻪﺭﺩﻩﻥ ﺋﻮﻧﯩﻤﺪﻯ ﺳﺎﻗﺘﺎﻧﺪﻯ ﺟﺎﻧﻪ ﯞﻧﻰ ﺟﯘﻳﺪﻯ؛ ﺟﺎﺗﺎ ﺩﺍﯞﯨﺮﻩﮔﻰ ﻗﻮﺱ ﻗﻮﻟﺪﺍﯞ ﻗﯩﺰﻣﻪﺗﯩﻦ ﺗﻪﯕﻌﯩﻠﻘﺘﻰ ﯞﻳﺪﺍﻋﺪﺍﻳﻰ ﺳﺘﯩﭗ، ﺍﺭﻣﯩﺎ ﻣﻪﻥ ﺟﻪﺭﮔﯩﻠﯩﻜﺘﻰ ﯞﺭﻧﯩﻨﯩﯔ، ﺍﺭﻣﯩﺎ ﻣﻪﻥ ﺣﺎﻟﯩﻖ- ﺗﯩﯔ ﺗﻮﻏﯩﺴﭙﺎﻟﻰ ﺩﺍﻣﯘﻧﯩﯔ ﺟﺎﻥ ـ ﺟﺎﻗﺘﻰ ﺗﻪﺭﻩﻛﺪﻩﺗﯩﭗ، ﺍﺭﻣﯩﺎ ﻣﻪﻥ ﯞﻛﯩﻤﻪﺕ، ﺍﺭﻣﯩﺎ ﻣﻪﻥ ﺣﺎﻟﯩﻖ ﻧﺘﯩﻤﺎﻗﺘﯩﻤﻨﯩﯔ ﺗﺎﻣﺎﺷﺎ ﺟﺎﻋﺪﺍﻳﯩﻦ ﺑﻪﻛﯩﻤﺪﻩﺩﻯ ﺟﺎﻧﻪ ﻛﻪﯕﻴﺘﺘﻰ؛ ﺟﺎﺗﺎ ﺩﺍ- ﯞﯨﺮﻩﮔﻰ ﺣﺎﻟﯩﻖ ﻗﻮﺭﻟﺘﺎﻳﻰ، ﺳﺎﻳﺎﺳﻰ ﻛﻪﯕﻪﺱ ﻗﯩﺰﻣﻪ- — [2233, 162, 2576, 1182]
column-2 — [466, 157, 809, 1283]
magazine-logo — [52, 50, 101, 75]
section-title-cn: 学习 — [1606, 54, 1663, 80]
brand-cn: 深读 — [106, 51, 135, 68]
column-4 — [2233, 157, 2576, 1190]
section-tab-marker — [1745, 51, 1789, 75]
